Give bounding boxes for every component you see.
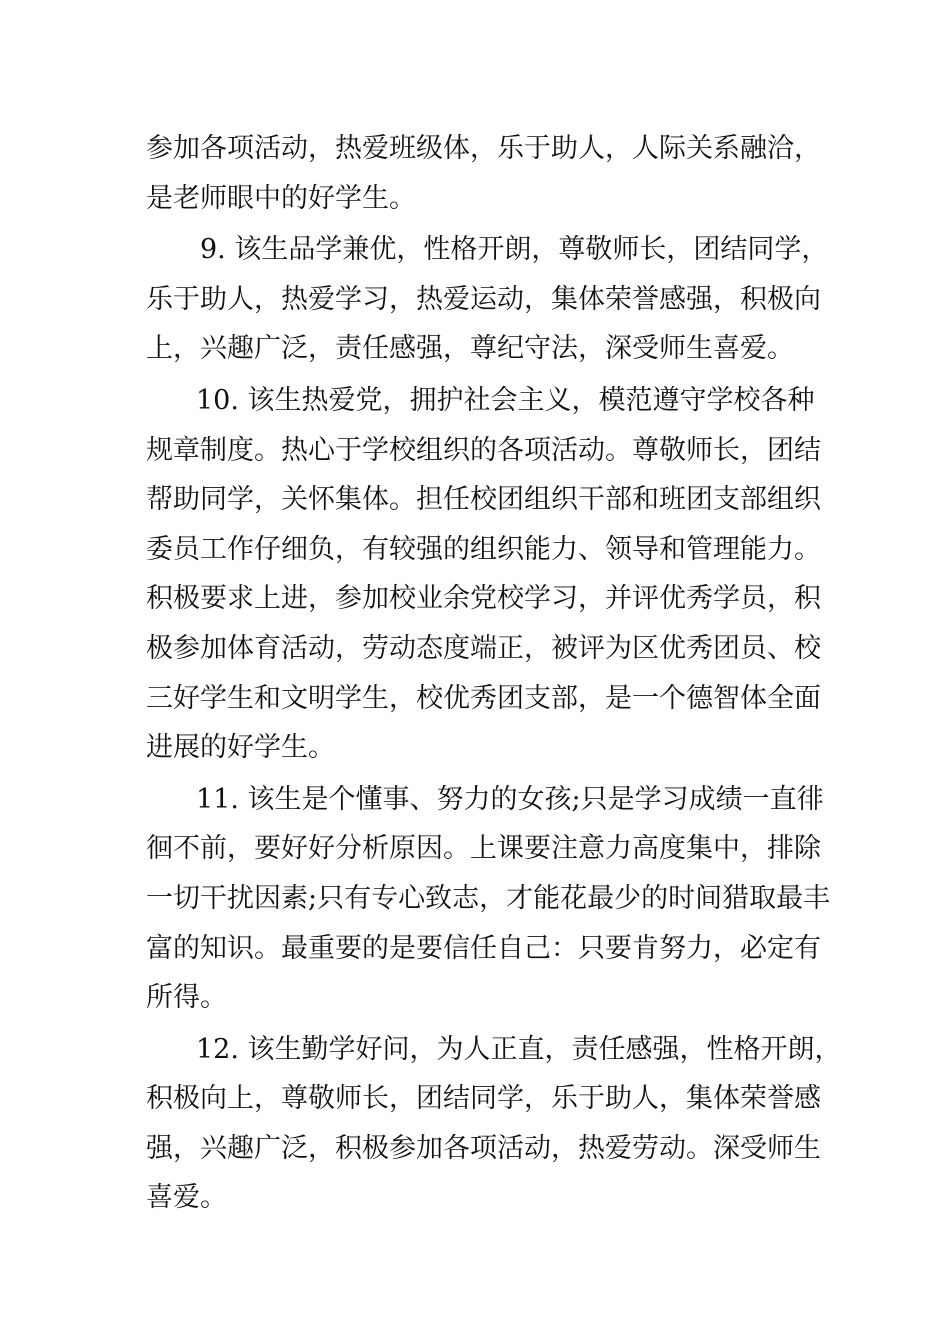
text-line: 所得。 xyxy=(146,982,227,1014)
text-line: 进展的好学生。 xyxy=(146,732,335,764)
text-line: 一切干扰因素;只有专心致志，才能花最少的时间猎取最丰 xyxy=(146,882,831,914)
paragraph-item-10 xyxy=(146,376,846,773)
text-line: 徊不前，要好好分析原因。上课要注意力高度集中，排除 xyxy=(146,833,821,865)
text-line: 帮助同学，关怀集体。担任校团组织干部和班团支部组织 xyxy=(146,484,821,516)
text-line: 参加各项活动，热爱班级体，乐于助人，人际关系融洽， xyxy=(146,133,821,164)
text-line: 委员工作仔细负，有较强的组织能力、领导和管理能力。 xyxy=(146,533,821,565)
paragraph-item-11 xyxy=(146,775,846,1023)
text-line: 喜爱。 xyxy=(146,1182,227,1214)
text-line: 上，兴趣广泛，责任感强，尊纪守法，深受师生喜爱。 xyxy=(146,333,794,365)
text-line: 是老师眼中的好学生。 xyxy=(146,182,416,214)
text-line: 11. 该生是个懂事、努力的女孩;只是学习成绩一直徘 xyxy=(196,783,824,815)
text-line: 10. 该生热爱党，拥护社会主义，模范遵守学校各种 xyxy=(196,384,815,416)
text-line: 9. 该生品学兼优，性格开朗，尊敬师长，团结同学， xyxy=(200,234,829,266)
paragraph-item-12 xyxy=(146,1025,846,1223)
text-line: 富的知识。最重要的是要信任自己：只要肯努力，必定有 xyxy=(146,932,821,964)
text-line: 乐于助人，热爱学习，热爱运动，集体荣誉感强，积极向 xyxy=(146,283,821,315)
text-line: 积极向上，尊敬师长，团结同学，乐于助人，集体荣誉感 xyxy=(146,1083,821,1115)
paragraph-continued xyxy=(146,124,846,223)
text-line: 三好学生和文明学生，校优秀团支部，是一个德智体全面 xyxy=(146,682,821,714)
text-line: 12. 该生勤学好问，为人正直，责任感强，性格开朗， xyxy=(196,1033,842,1065)
document-body xyxy=(146,124,846,1223)
text-line: 积极要求上进，参加校业余党校学习，并评优秀学员，积 xyxy=(146,583,821,615)
paragraph-item-9 xyxy=(146,225,846,374)
text-line: 规章制度。热心于学校组织的各项活动。尊敬师长，团结 xyxy=(146,434,821,466)
text-line: 强，兴趣广泛，积极参加各项活动，热爱劳动。深受师生 xyxy=(146,1132,821,1164)
text-line: 极参加体育活动，劳动态度端正，被评为区优秀团员、校 xyxy=(146,632,821,664)
